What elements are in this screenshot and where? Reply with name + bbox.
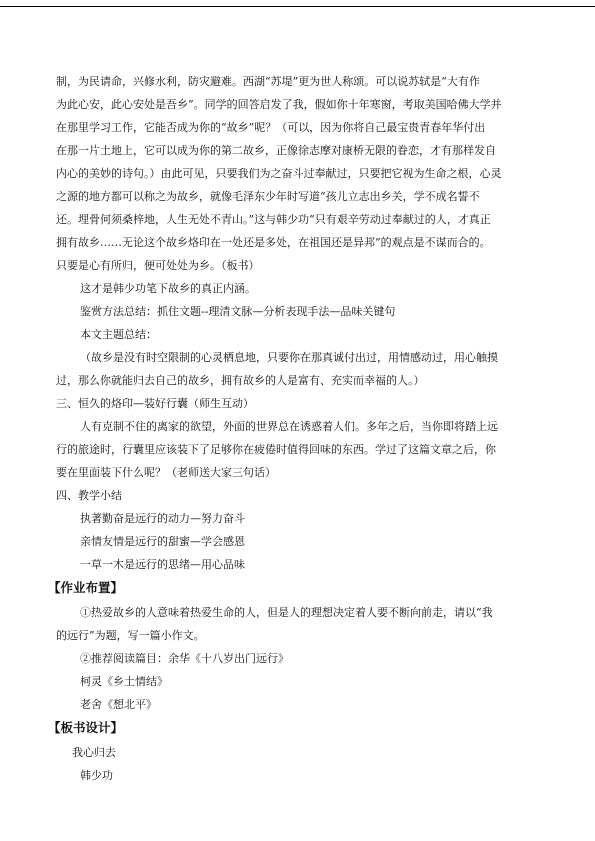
homework-item: ①热爱故乡的人意味着热爱生命的人，但是人的理想决定着人要不断向前走，请以“我 [80,606,493,619]
section-3-title: 三、恒久的烙印—装好行囊（师生互动） [56,397,254,410]
homework-item: 老舍《想北平》 [80,698,157,711]
section-4-title: 四、教学小结 [56,489,122,502]
text-line: 制，为民请命，兴修水利，防灾避难。西湖“苏堤”更为世人称颂。可以说苏轼是“大有作 [56,75,480,88]
text-line: 要在里面装下什么呢？（老师送大家三句话） [56,466,276,479]
homework-title: 【作业布置】 [48,580,124,595]
summary-item: 亲情友情是远行的甜蜜—学会感恩 [80,535,245,548]
board-design-line: 韩少功 [80,769,113,782]
text-line: 行的旅途时，行囊里应该装下了足够你在疲倦时值得回味的东西。学过了这篇文章之后，你 [56,443,496,456]
text-line: 还。埋骨何须桑梓地，人生无处不青山。”这与韩少功“只有艰辛劳动过奉献过的人，才真正 [56,213,491,226]
text-line: 在那一片土地上，它可以成为你的第二故乡，正像徐志摩对康桥无限的眷恋，才有那样发自 [56,144,496,157]
homework-item: 的远行”为题，写一篇小作文。 [56,629,205,642]
text-line: 人有克制不住的离家的欲望，外面的世界总在诱惑着人们。多年之后，当你即将踏上远 [80,420,498,433]
homework-item: ②推荐阅读篇目：余华《十八岁出门远行》 [80,652,289,665]
summary-item: 一草一木是远行的思绪—用心品味 [80,558,245,571]
theme-summary-label: 本文主题总结： [80,328,157,341]
board-design-line: 我心归去 [72,746,116,759]
theme-summary-line: 过，那么你就能归去自己的故乡，拥有故乡的人是富有、充实而幸福的人。） [56,374,425,387]
method-summary-line: 鉴赏方法总结：抓住文题--理清文脉—分析表现手法—品味关键句 [80,305,396,318]
text-line: 内心的美妙的诗句。）由此可见，只要我们为之奋斗过奉献过，只要把它视为生命之根，心灵 [56,167,502,180]
theme-summary-line: （故乡是没有时空限制的心灵栖息地，只要你在那真诚付出过，用情感动过，用心触摸 [80,351,498,364]
board-design-title: 【板书设计】 [48,720,124,735]
text-line: 为此心安，此心安处是吾乡”。同学的回答启发了我，假如你十年寒窗，考取美国哈佛大学并 [56,98,502,111]
text-line: 只要是心有所归，便可处处为乡。（板书） [56,259,260,272]
text-line: 之源的地方都可以称之为故乡，就像毛泽东少年时写道“孩儿立志出乡关，学不成名誓不 [56,190,480,203]
homework-item: 柯灵《乡土情结》 [80,675,168,688]
true-meaning-line: 这才是韩少功笔下故乡的真正内涵。 [80,282,256,295]
summary-item: 执著勤奋是远行的动力—努力奋斗 [80,512,245,525]
text-line: 拥有故乡……无论这个故乡烙印在一处还是多处，在祖国还是异邦”的观点是不谋而合的。 [56,236,491,249]
text-line: 在那里学习工作，它能否成为你的“故乡”呢？（可以，因为你将自己最宝贵青春年华付出 [56,121,486,134]
top-rule [0,6,595,7]
